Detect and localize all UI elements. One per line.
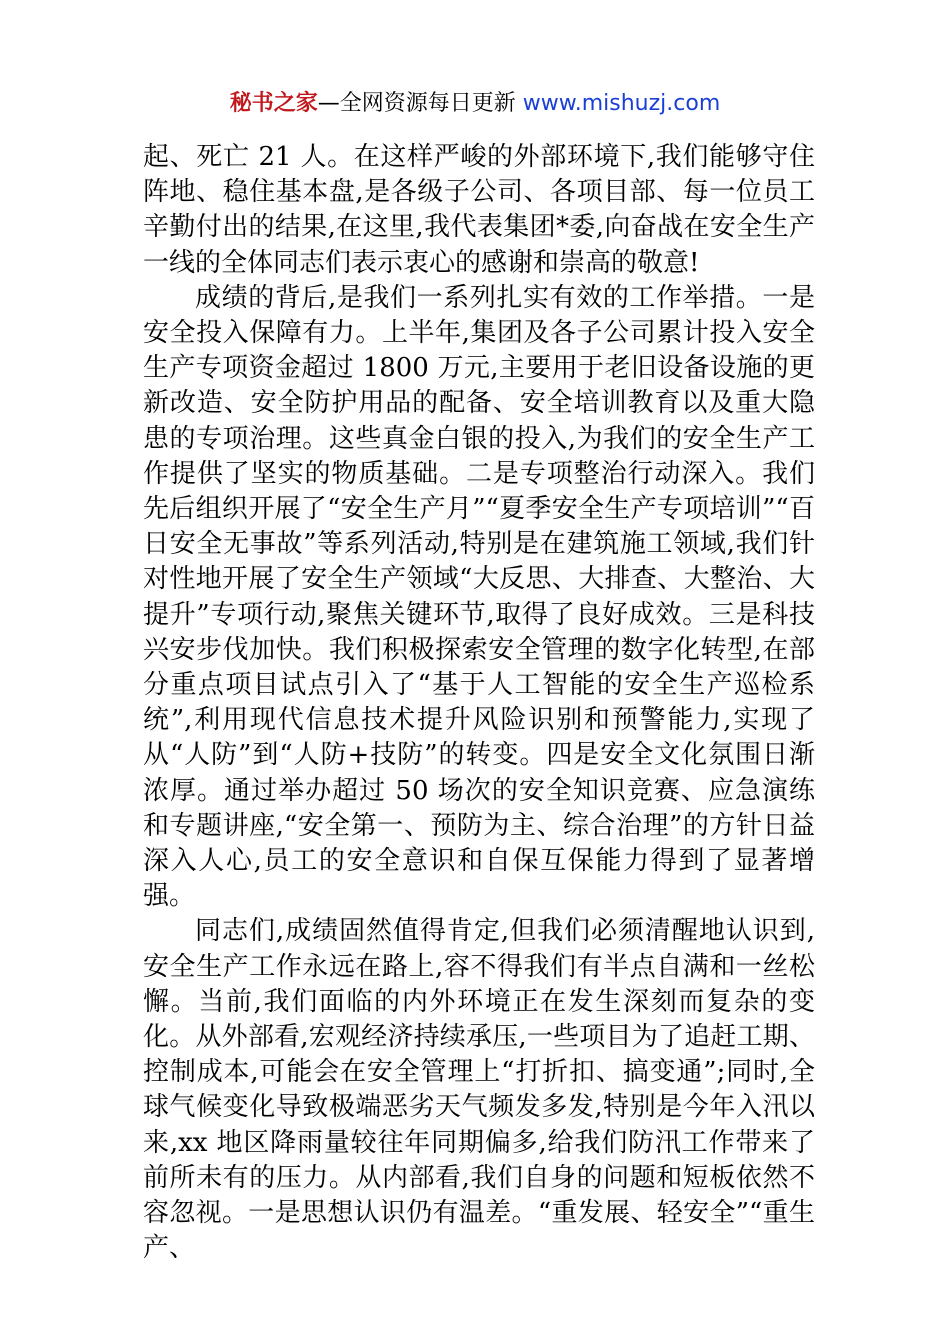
site-tagline: —全网资源每日更新 — [317, 91, 523, 116]
paragraph-challenges: 同志们,成绩固然值得肯定,但我们必须清醒地认识到,安全生产工作永远在路上,容不得我们有半点自满和一丝松懈。当前,我们面临的内外环境正在发生深刻而复杂的变化。从外部看,宏观经济持续承压,一些项目为了追赶工期、控制成本,可能会在安全管理上“打折扣、搞变通”;同时,全球气候变化导致极端恶劣天气频发多发,特别是今年入汛以来,xx 地区降雨量较往年同期偏多,给我们防汛工作带来了前所未有的压力。从内部看,我们自身的问题和短板依然不容忽视。一是思想认识仍有温差。“重发展、轻安全”“重生产、 — [143, 916, 815, 1264]
site-url-link[interactable]: www.mishuzj.com — [522, 91, 721, 116]
page-header — [0, 88, 950, 120]
site-brand: 秘书之家 — [229, 91, 318, 116]
paragraph-continuation: 起、死亡 21 人。在这样严峻的外部环境下,我们能够守住阵地、稳住基本盘,是各级子公司、各项目部、每一位员工辛勤付出的结果,在这里,我代表集团*委,向奋战在安全生产一线的全体同志们表示衷心的感谢和崇高的敬意! — [143, 142, 815, 278]
document-body — [143, 140, 815, 1267]
paragraph-achievements: 成绩的背后,是我们一系列扎实有效的工作举措。一是安全投入保障有力。上半年,集团及各子公司累计投入安全生产专项资金超过 1800 万元,主要用于老旧设备设施的更新改造、安全防护用品的配备、安全培训教育以及重大隐患的专项治理。这些真金白银的投入,为我们的安全生产工作提供了坚实的物质基础。二是专项整治行动深入。我们先后组织开展了“安全生产月”“夏季安全生产专项培训”“百日安全无事故”等系列活动,特别是在建筑施工领域,我们针对性地开展了安全生产领域“大反思、大排查、大整治、大提升”专项行动,聚焦关键环节,取得了良好成效。三是科技兴安步伐加快。我们积极探索安全管理的数字化转型,在部分重点项目试点引入了“基于人工智能的安全生产巡检系统”,利用现代信息技术提升风险识别和预警能力,实现了从“人防”到“人防+技防”的转变。四是安全文化氛围日渐浓厚。通过举办超过 50 场次的安全知识竞赛、应急演练和专题讲座,“安全第一、预防为主、综合治理”的方针日益深入人心,员工的安全意识和自保互保能力得到了显著增强。 — [143, 282, 815, 912]
